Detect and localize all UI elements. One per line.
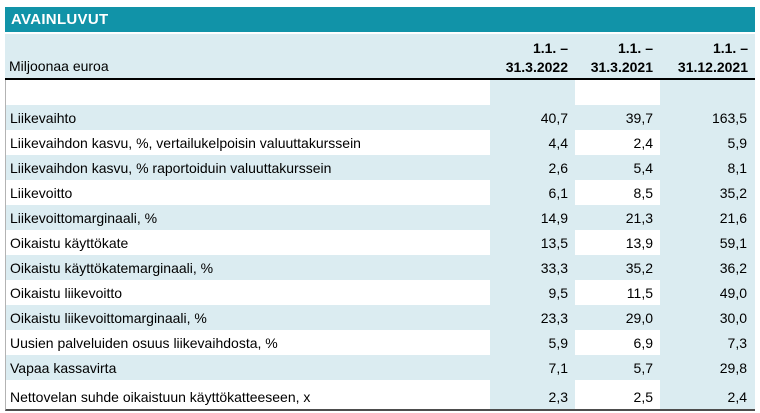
row-value-2022-q1: 40,7 xyxy=(490,105,575,130)
unit-label: Miljoonaa euroa xyxy=(9,58,109,74)
row-value-2021-fy: 29,8 xyxy=(660,355,755,380)
row-value-2021-q1: 5,4 xyxy=(575,155,660,180)
table-row xyxy=(6,155,755,180)
row-value-2021-fy: 5,9 xyxy=(660,130,755,155)
row-label: Oikaistu käyttökatemarginaali, % xyxy=(6,255,490,280)
key-figures-table xyxy=(5,7,755,411)
row-value-2022-q1: 2,3 xyxy=(490,380,575,409)
row-value-2021-q1: 6,9 xyxy=(633,334,653,351)
table-row xyxy=(6,305,755,330)
row-value-2021-fy: 59,1 xyxy=(660,230,755,255)
row-value-2021-fy: 35,2 xyxy=(660,180,755,205)
row-value-2021-q1: 29,0 xyxy=(575,305,660,330)
row-value-2021-q1: 2,4 xyxy=(633,134,653,151)
row-value-2021-q1: 11,5 xyxy=(626,284,653,301)
row-value-2021-fy: 49,0 xyxy=(660,280,755,305)
table-title: AVAINLUVUT xyxy=(11,11,109,28)
row-value-2022-q1: 4,4 xyxy=(490,130,575,155)
table-body xyxy=(5,80,755,411)
table-row xyxy=(6,180,755,205)
column-header-period-3 xyxy=(660,39,755,78)
table-row xyxy=(6,380,755,409)
row-label: Oikaistu käyttökate xyxy=(10,234,129,251)
row-value-2022-q1: 13,5 xyxy=(490,230,575,255)
period-end-date: 31.3.2021 xyxy=(590,58,653,75)
row-value-2021-fy: 8,1 xyxy=(660,155,755,180)
row-value-2021-fy: 2,4 xyxy=(660,380,755,409)
row-value-2022-q1: 9,5 xyxy=(490,280,575,305)
row-label: Uusien palveluiden osuus liikevaihdosta, % xyxy=(10,334,278,351)
row-value-2021-fy: 21,6 xyxy=(660,205,755,230)
table-title-bar xyxy=(5,7,755,32)
row-value-2022-q1: 5,9 xyxy=(490,330,575,355)
table-row xyxy=(6,355,755,380)
row-value-2021-q1: 21,3 xyxy=(575,205,660,230)
table-row xyxy=(6,130,755,155)
row-value-2021-fy: 7,3 xyxy=(660,330,755,355)
table-header-row xyxy=(5,34,755,80)
row-label: Nettovelan suhde oikaistuun käyttökatteeseen, x xyxy=(10,389,311,405)
row-value-2021-q1 xyxy=(575,80,660,105)
period-prefix: 1.1. – xyxy=(617,40,653,57)
table-row xyxy=(6,330,755,355)
row-value-2021-q1: 13,9 xyxy=(625,234,653,251)
period-end-date: 31.12.2021 xyxy=(677,58,748,75)
row-value-2021-q1: 2,5 xyxy=(633,389,653,405)
spacer-row xyxy=(6,80,755,105)
table-row xyxy=(6,255,755,280)
row-label: Vapaa kassavirta xyxy=(6,355,490,380)
row-value-2022-q1: 33,3 xyxy=(490,255,575,280)
row-label xyxy=(6,80,490,105)
row-value-2022-q1: 7,1 xyxy=(490,355,575,380)
table-row xyxy=(6,105,755,130)
row-value-2021-fy: 163,5 xyxy=(660,105,755,130)
row-label: Liikevaihdon kasvu, % raportoiduin valuuttakurssein xyxy=(6,155,490,180)
row-value-2022-q1 xyxy=(490,80,575,105)
row-value-2022-q1: 14,9 xyxy=(490,205,575,230)
row-value-2021-fy: 30,0 xyxy=(660,305,755,330)
period-prefix: 1.1. – xyxy=(712,40,748,57)
row-value-2022-q1: 23,3 xyxy=(490,305,575,330)
row-value-2021-fy xyxy=(660,80,755,105)
table-row xyxy=(6,280,755,305)
row-label: Liikevaihto xyxy=(6,105,490,130)
table-row xyxy=(6,205,755,230)
period-prefix: 1.1. – xyxy=(532,40,568,57)
row-value-2021-q1: 5,7 xyxy=(575,355,660,380)
row-value-2022-q1: 2,6 xyxy=(490,155,575,180)
row-label: Liikevoitto xyxy=(10,184,73,201)
row-label: Oikaistu liikevoitto xyxy=(10,284,123,301)
row-label: Liikevoittomarginaali, % xyxy=(6,205,490,230)
row-label: Liikevaihdon kasvu, %, vertailukelpoisin valuuttakurssein xyxy=(10,134,361,151)
period-end-date: 31.3.2022 xyxy=(505,58,568,75)
column-header-period-2 xyxy=(575,39,660,78)
row-label: Oikaistu liikevoittomarginaali, % xyxy=(6,305,490,330)
row-value-2021-q1: 8,5 xyxy=(633,184,653,201)
row-value-2021-q1: 35,2 xyxy=(575,255,660,280)
table-row xyxy=(6,230,755,255)
row-value-2021-fy: 36,2 xyxy=(660,255,755,280)
column-header-period-1 xyxy=(490,39,575,78)
row-value-2022-q1: 6,1 xyxy=(490,180,575,205)
row-value-2021-q1: 39,7 xyxy=(575,105,660,130)
